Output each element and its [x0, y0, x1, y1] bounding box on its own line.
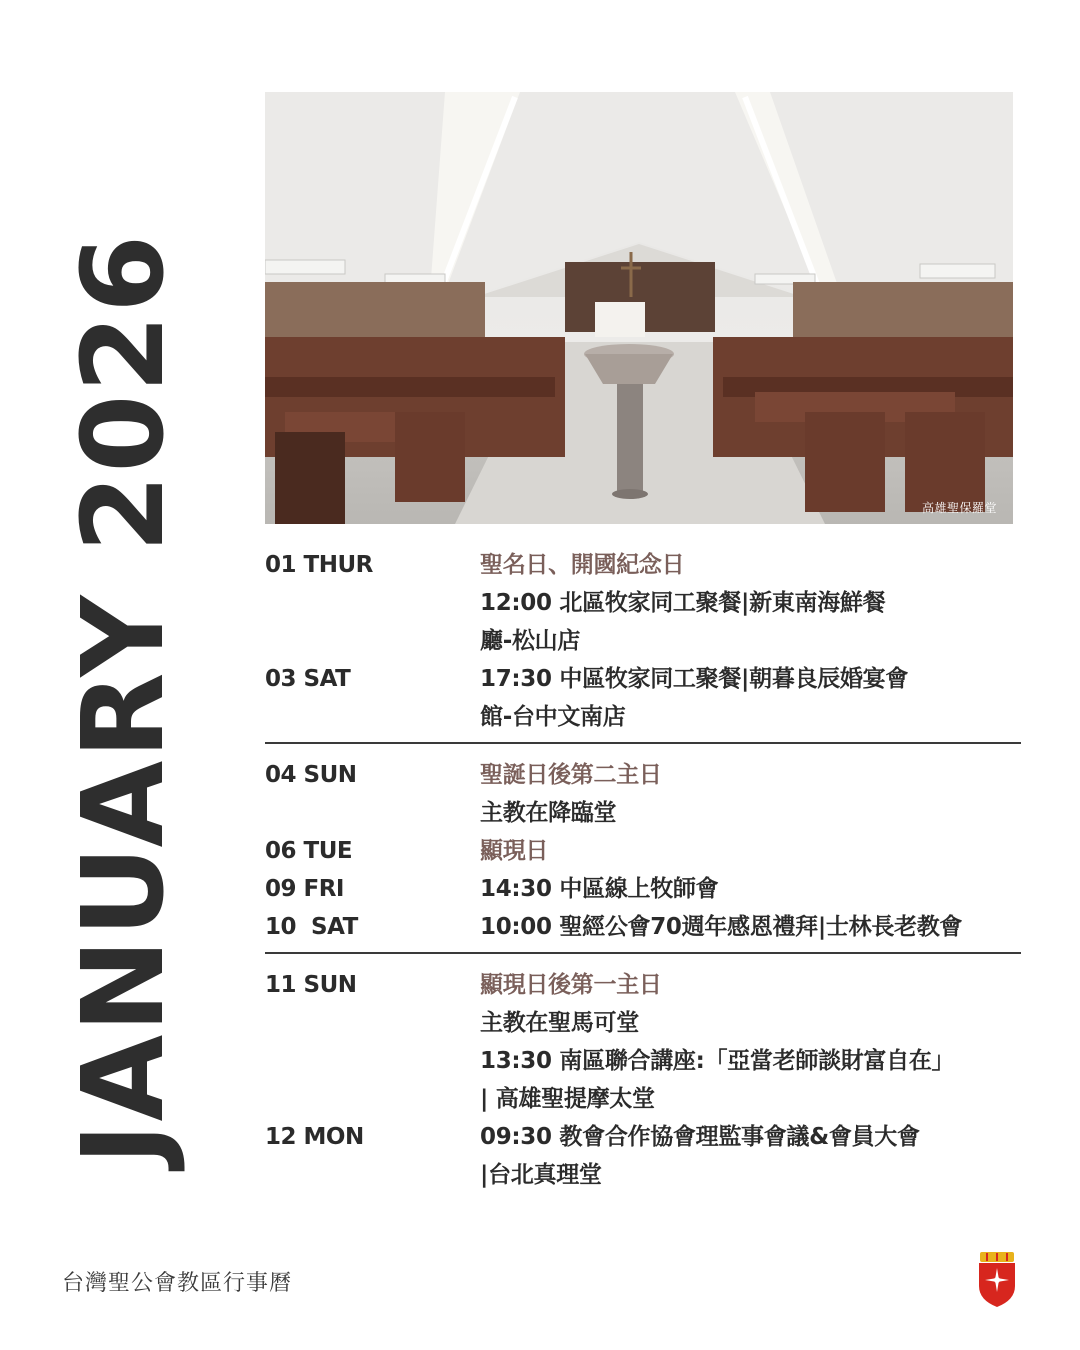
event-line: 主教在降臨堂 — [480, 800, 617, 826]
event-line: |台北真理堂 — [480, 1162, 602, 1188]
feast-day-label: 顯現日 — [480, 838, 549, 864]
photo-caption: 高雄聖保羅堂 — [921, 501, 997, 515]
schedule-entry — [265, 1118, 1021, 1194]
event-schedule — [265, 546, 1021, 1200]
schedule-section-2 — [265, 744, 1021, 954]
event-date: 01 THUR — [265, 552, 373, 578]
church-interior-image — [265, 92, 1013, 524]
schedule-entry — [265, 756, 1021, 832]
event-line: 14:30 中區線上牧師會 — [480, 876, 719, 902]
schedule-entry — [265, 660, 1021, 736]
schedule-entry — [265, 870, 1021, 908]
event-date: 04 SUN — [265, 762, 357, 788]
schedule-entry — [265, 832, 1021, 870]
event-date: 03 SAT — [265, 666, 351, 692]
month-title: JANUARY 2026 — [59, 232, 189, 1165]
church-interior-photo — [265, 92, 1013, 524]
event-line: 主教在聖馬可堂 — [480, 1010, 639, 1036]
event-line: 17:30 中區牧家同工聚餐|朝暮良辰婚宴會 — [480, 666, 909, 692]
event-date: 12 MON — [265, 1124, 364, 1150]
event-date: 06 TUE — [265, 838, 353, 864]
schedule-entry — [265, 546, 1021, 660]
event-line: 12:00 北區牧家同工聚餐|新東南海鮮餐 — [480, 590, 886, 616]
schedule-entry — [265, 966, 1021, 1118]
footer-label: 台灣聖公會教區行事曆 — [62, 1271, 293, 1296]
schedule-section-3 — [265, 954, 1021, 1200]
event-date: 09 FRI — [265, 876, 344, 902]
event-line: | 高雄聖提摩太堂 — [480, 1086, 655, 1112]
event-line: 廳-松山店 — [480, 628, 581, 654]
event-line: 13:30 南區聯合講座:「亞當老師談財富自在」 — [480, 1048, 955, 1074]
feast-day-label: 聖名日、開國紀念日 — [480, 552, 685, 578]
diocese-shield-icon — [976, 1250, 1018, 1308]
schedule-section-1 — [265, 546, 1021, 744]
event-line: 館-台中文南店 — [480, 704, 626, 730]
event-date: 10 SAT — [265, 914, 358, 940]
feast-day-label: 聖誕日後第二主日 — [480, 762, 662, 788]
feast-day-label: 顯現日後第一主日 — [480, 972, 662, 998]
schedule-entry — [265, 908, 1021, 946]
event-line: 09:30 教會合作協會理監事會議&會員大會 — [480, 1124, 920, 1150]
event-line: 10:00 聖經公會70週年感恩禮拜|士林長老教會 — [480, 914, 963, 940]
event-date: 11 SUN — [265, 972, 357, 998]
